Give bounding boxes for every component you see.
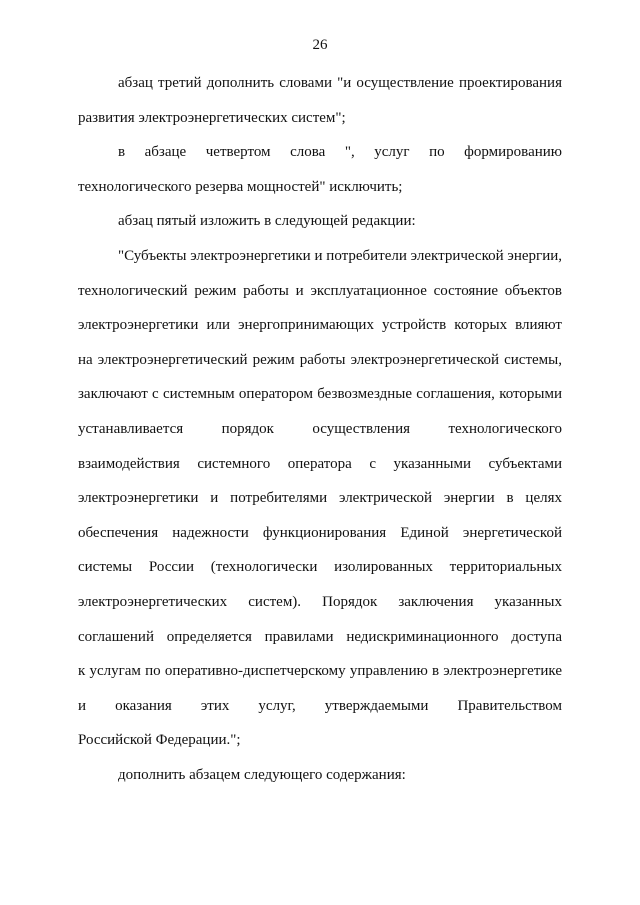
text-line: устанавливается порядок осуществления технологического <box>78 420 562 437</box>
document-body <box>78 66 562 792</box>
text-line: и оказания этих услуг, утверждаемыми Правительством <box>78 697 562 714</box>
text-line: технологического резерва мощностей" исключить; <box>78 178 403 195</box>
text-line: электроэнергетики и потребителями электрической энергии в целях <box>78 490 562 507</box>
text-line: к услугам по оперативно-диспетчерскому управлению в электроэнергетике <box>78 663 562 680</box>
text-line: обеспечения надежности функционирования Единой энергетической <box>78 524 562 541</box>
text-line: заключают с системным оператором безвозмездные соглашения, которыми <box>78 386 562 403</box>
text-line: дополнить абзацем следующего содержания: <box>118 766 406 783</box>
text-line: "Субъекты электроэнергетики и потребители электрической энергии, <box>118 247 562 264</box>
text-line: в абзаце четвертом слова ", услуг по формированию <box>118 144 562 161</box>
text-line: развития электроэнергетических систем"; <box>78 109 346 126</box>
text-line: соглашений определяется правилами недискриминационного доступа <box>78 628 562 645</box>
text-line: абзац третий дополнить словами "и осуществление проектирования <box>118 75 562 91</box>
text-line: Российской Федерации."; <box>78 732 241 749</box>
text-line: системы России (технологически изолированных территориальных <box>78 559 562 576</box>
text-line: электроэнергетических систем). Порядок заключения указанных <box>78 593 562 610</box>
text-line: технологический режим работы и эксплуатационное состояние объектов <box>78 282 562 299</box>
text-line: абзац пятый изложить в следующей редакции: <box>118 213 416 230</box>
page-number: 26 <box>312 37 328 53</box>
text-line: взаимодействия системного оператора с указанными субъектами <box>78 455 562 472</box>
text-line: на электроэнергетический режим работы электроэнергетической системы, <box>78 351 562 368</box>
text-line: электроэнергетики или энергопринимающих устройств которых влияют <box>78 317 562 334</box>
